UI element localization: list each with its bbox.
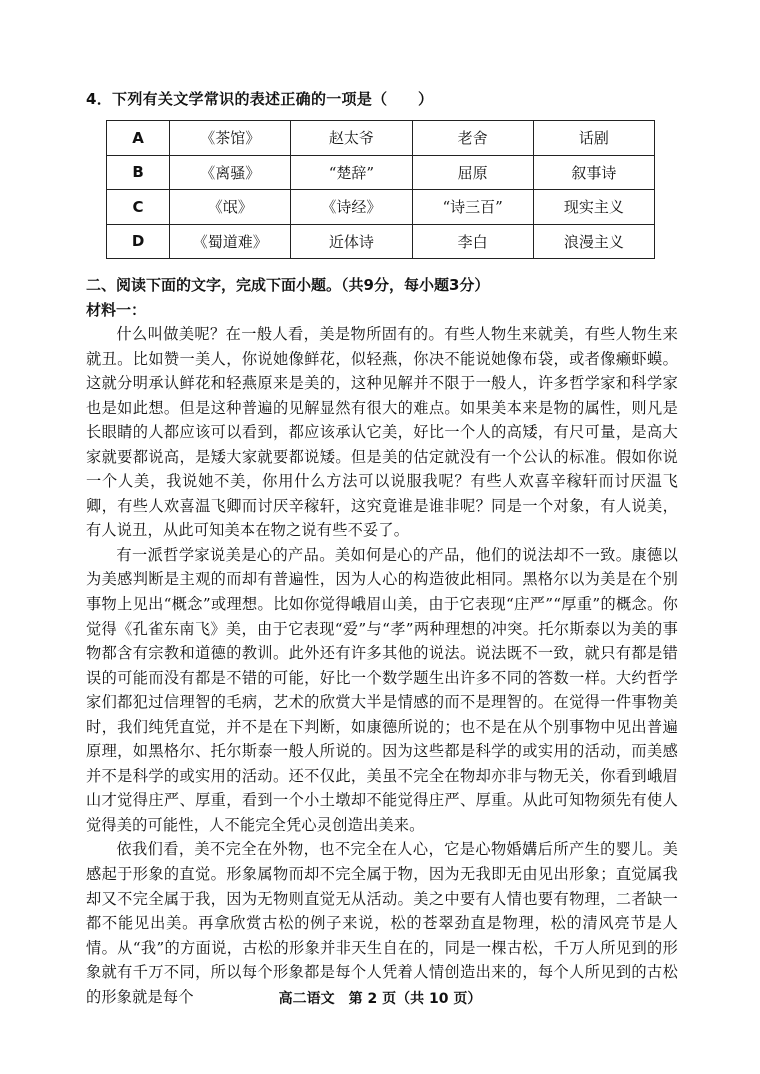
- table-cell: 《氓》: [170, 190, 291, 225]
- passage-paragraph: 依我们看，美不完全在外物，也不完全在人心，它是心物婚媾后所产生的婴儿。美感起于形象的直觉。形象属物而却不完全属于物，因为无我即无由见出形象；直觉属我却又不完全属于我，因为无物则直觉无从活动。美之中要有人情也要有物理，二者缺一都不能见出美。再拿欣赏古松的例子来说，松的苍翠劲直是物理，松的清风亮节是人情。从“我”的方面说，古松的形象并非天生自在的，同是一棵古松，千万人所见到的形象就有千万不同，所以每个形象都是每个人凭着人情创造出来的，每个人所见到的古松的形象就是每个: [86, 840, 678, 1006]
- table-cell: 话剧: [533, 121, 654, 156]
- table-row: [107, 190, 655, 225]
- passage-paragraph: 什么叫做美呢？在一般人看，美是物所固有的。有些人物生来就美，有些人物生来就丑。比如赞一美人，你说她像鲜花，似轻燕，你决不能说她像布袋，或者像癞虾蟆。这就分明承认鲜花和轻燕原来是美的，这种见解并不限于一般人，许多哲学家和科学家也是如此想。但是这种普遍的见解显然有很大的难点。如果美本来是物的属性，则凡是长眼睛的人都应该可以看到，都应该承认它美，好比一个人的高矮，有尺可量，是高大家就要都说高，是矮大家就要都说矮。但是美的估定就没有一个公认的标准。假如你说一个人美，我说她不美，你用什么方法可以说服我呢？有些人欢喜辛稼轩而讨厌温飞卿，有些人欢喜温飞卿而讨厌辛稼轩，这究竟谁是谁非呢？同是一个对象，有人说美，有人说丑，从此可知美本在物之说有些不妥了。: [86, 325, 678, 540]
- question-4-stem: 4．下列有关文学常识的表述正确的一项是（ ）: [86, 90, 434, 108]
- table-row: [107, 155, 655, 190]
- option-label: D: [107, 224, 170, 259]
- table-row: [107, 224, 655, 259]
- table-cell: 屈原: [412, 155, 533, 190]
- table-cell: 现实主义: [533, 190, 654, 225]
- table-cell: 赵太爷: [291, 121, 412, 156]
- page-footer: 高二语文 第 2 页（共 10 页）: [278, 991, 482, 1007]
- option-label: C: [107, 190, 170, 225]
- option-label: A: [107, 121, 170, 156]
- table-cell: 《诗经》: [291, 190, 412, 225]
- table-cell: 近体诗: [291, 224, 412, 259]
- table-cell: 老舍: [412, 121, 533, 156]
- table-cell: “楚辞”: [291, 155, 412, 190]
- option-label: B: [107, 155, 170, 190]
- literature-options-table: [106, 120, 655, 259]
- table-row: [107, 121, 655, 156]
- table-cell: 叙事诗: [533, 155, 654, 190]
- table-cell: “诗三百”: [412, 190, 533, 225]
- table-cell: 李白: [412, 224, 533, 259]
- reading-passage: [86, 322, 678, 1009]
- passage-paragraph: 有一派哲学家说美是心的产品。美如何是心的产品，他们的说法却不一致。康德以为美感判断是主观的而却有普遍性，因为人心的构造彼此相同。黑格尔以为美是在个别事物上见出“概念”或理想。比如你觉得峨眉山美，由于它表现“庄严”“厚重”的概念。你觉得《孔雀东南飞》美，由于它表现“爱”与“孝”两种理想的冲突。托尔斯泰以为美的事物都含有宗教和道德的教训。此外还有许多其他的说法。说法既不一致，就只有都是错误的可能而没有都是不错的可能，好比一个数学题生出许多不同的答数一样。大约哲学家们都犯过信理智的毛病，艺术的欣赏大半是情感的而不是理智的。在觉得一件事物美时，我们纯凭直觉，并不是在下判断，如康德所说的；也不是在从个别事物中见出普遍原理，如黑格尔、托尔斯泰一般人所说的。因为这些都是科学的或实用的活动，而美感并不是科学的或实用的活动。还不仅此，美虽不完全在物却亦非与物无关，你看到峨眉山才觉得庄严、厚重，看到一个小土墩却不能觉得庄严、厚重。从此可知物须先有使人觉得美的可能性，人不能完全凭心灵创造出美来。: [86, 545, 678, 834]
- table-cell: 《茶馆》: [170, 121, 291, 156]
- material-label: 材料一：: [86, 301, 147, 319]
- section-2-heading: 二、阅读下面的文字，完成下面小题。（共9分，每小题3分）: [86, 276, 490, 294]
- table-cell: 《离骚》: [170, 155, 291, 190]
- table-cell: 《蜀道难》: [170, 224, 291, 259]
- table-cell: 浪漫主义: [533, 224, 654, 259]
